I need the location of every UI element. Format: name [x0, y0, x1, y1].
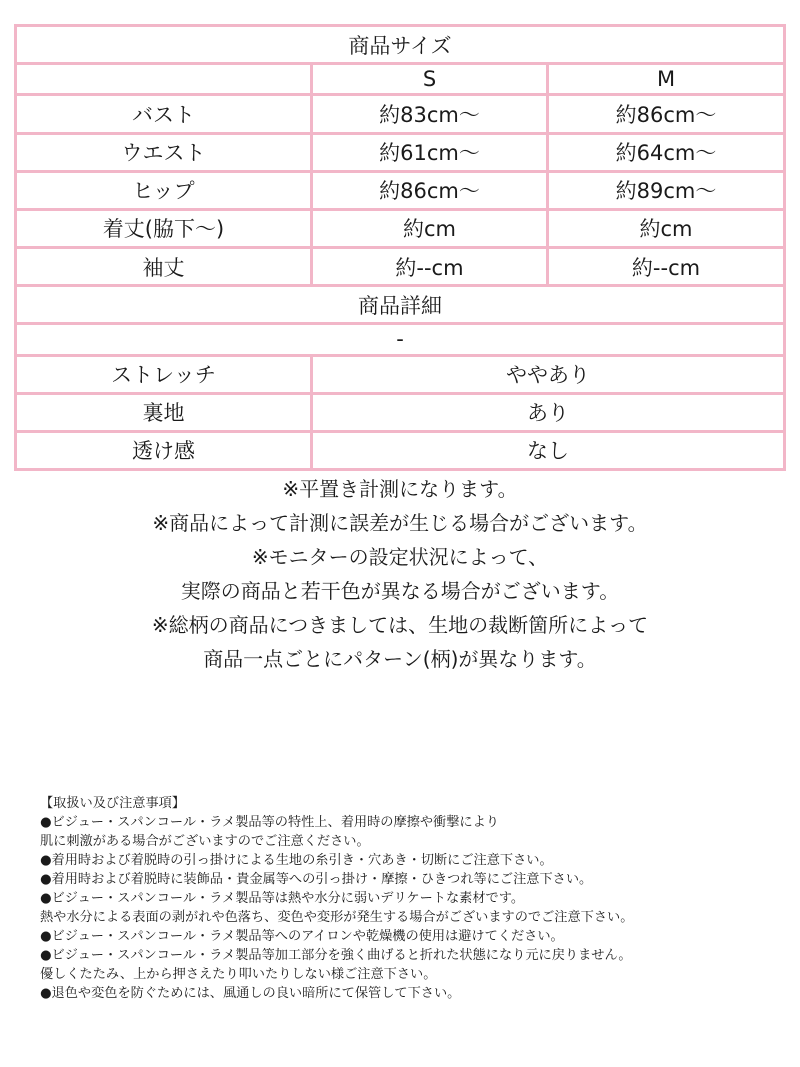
- attribute-label: ストレッチ: [16, 355, 312, 393]
- size-s-value: 約cm: [312, 209, 548, 247]
- measurement-notes: [0, 472, 800, 676]
- care-line: ●ビジュー・スパンコール・ラメ製品等加工部分を強く曲げると折れた状態になり元に戻りません。: [40, 948, 632, 963]
- detail-value: -: [16, 324, 785, 355]
- detail-value-row: [16, 324, 785, 355]
- detail-title-row: [16, 286, 785, 324]
- size-m-value: 約64cm〜: [548, 133, 785, 171]
- size-table-title: 商品サイズ: [16, 26, 785, 64]
- care-line: ●着用時および着脱時に装飾品・貴金属等への引っ掛け・摩擦・ひきつれ等にご注意下さい。: [40, 872, 593, 887]
- care-line: 熱や水分による表面の剥がれや色落ち、変色や変形が発生する場合がございますのでご注意下さい。: [40, 910, 634, 925]
- attribute-label: 裏地: [16, 393, 312, 431]
- table-row: [16, 209, 785, 247]
- table-title-row: [16, 26, 785, 64]
- size-m-value: 約cm: [548, 209, 785, 247]
- header-empty-cell: [16, 64, 312, 95]
- care-line: ●ビジュー・スパンコール・ラメ製品等は熱や水分に弱いデリケートな素材です。: [40, 891, 525, 906]
- attribute-row: [16, 393, 785, 431]
- size-table: [14, 24, 786, 471]
- care-line: ●退色や変色を防ぐためには、風通しの良い暗所にて保管して下さい。: [40, 986, 461, 1001]
- table-row: [16, 248, 785, 286]
- size-m-value: 約--cm: [548, 248, 785, 286]
- row-label: ウエスト: [16, 133, 312, 171]
- attribute-value: ややあり: [312, 355, 785, 393]
- row-label: 袖丈: [16, 248, 312, 286]
- care-line: ●ビジュー・スパンコール・ラメ製品等の特性上、着用時の摩擦や衝撃により: [40, 815, 499, 830]
- size-m-value: 約86cm〜: [548, 95, 785, 133]
- table-row: [16, 133, 785, 171]
- care-heading: 【取扱い及び注意事項】: [40, 796, 186, 811]
- attribute-value: なし: [312, 431, 785, 469]
- row-label: バスト: [16, 95, 312, 133]
- size-s-value: 約--cm: [312, 248, 548, 286]
- note-line: ※平置き計測になります。: [282, 477, 518, 501]
- detail-title: 商品詳細: [16, 286, 785, 324]
- size-header-s: S: [312, 64, 548, 95]
- size-s-value: 約83cm〜: [312, 95, 548, 133]
- care-line: ●着用時および着脱時の引っ掛けによる生地の糸引き・穴あき・切断にご注意下さい。: [40, 853, 553, 868]
- care-line: 肌に刺激がある場合がございますのでご注意ください。: [40, 834, 370, 849]
- attribute-row: [16, 431, 785, 469]
- note-line: ※商品によって計測に誤差が生じる場合がございます。: [152, 511, 648, 535]
- attribute-row: [16, 355, 785, 393]
- care-line: ●ビジュー・スパンコール・ラメ製品等へのアイロンや乾燥機の使用は避けてください。: [40, 929, 564, 944]
- row-label: 着丈(脇下〜): [16, 209, 312, 247]
- size-header-m: M: [548, 64, 785, 95]
- size-m-value: 約89cm〜: [548, 171, 785, 209]
- note-line: ※総柄の商品につきましては、生地の裁断箇所によって: [151, 613, 649, 637]
- table-row: [16, 95, 785, 133]
- table-row: [16, 171, 785, 209]
- note-line: 商品一点ごとにパターン(柄)が異なります。: [203, 647, 597, 671]
- row-label: ヒップ: [16, 171, 312, 209]
- attribute-value: あり: [312, 393, 785, 431]
- size-s-value: 約61cm〜: [312, 133, 548, 171]
- note-line: ※モニターの設定状況によって、: [251, 545, 549, 569]
- size-header-row: [16, 64, 785, 95]
- care-instructions: [40, 794, 785, 1003]
- note-line: 実際の商品と若干色が異なる場合がございます。: [180, 579, 620, 603]
- attribute-label: 透け感: [16, 431, 312, 469]
- care-line: 優しくたたみ、上から押さえたり叩いたりしない様ご注意下さい。: [40, 967, 437, 982]
- size-s-value: 約86cm〜: [312, 171, 548, 209]
